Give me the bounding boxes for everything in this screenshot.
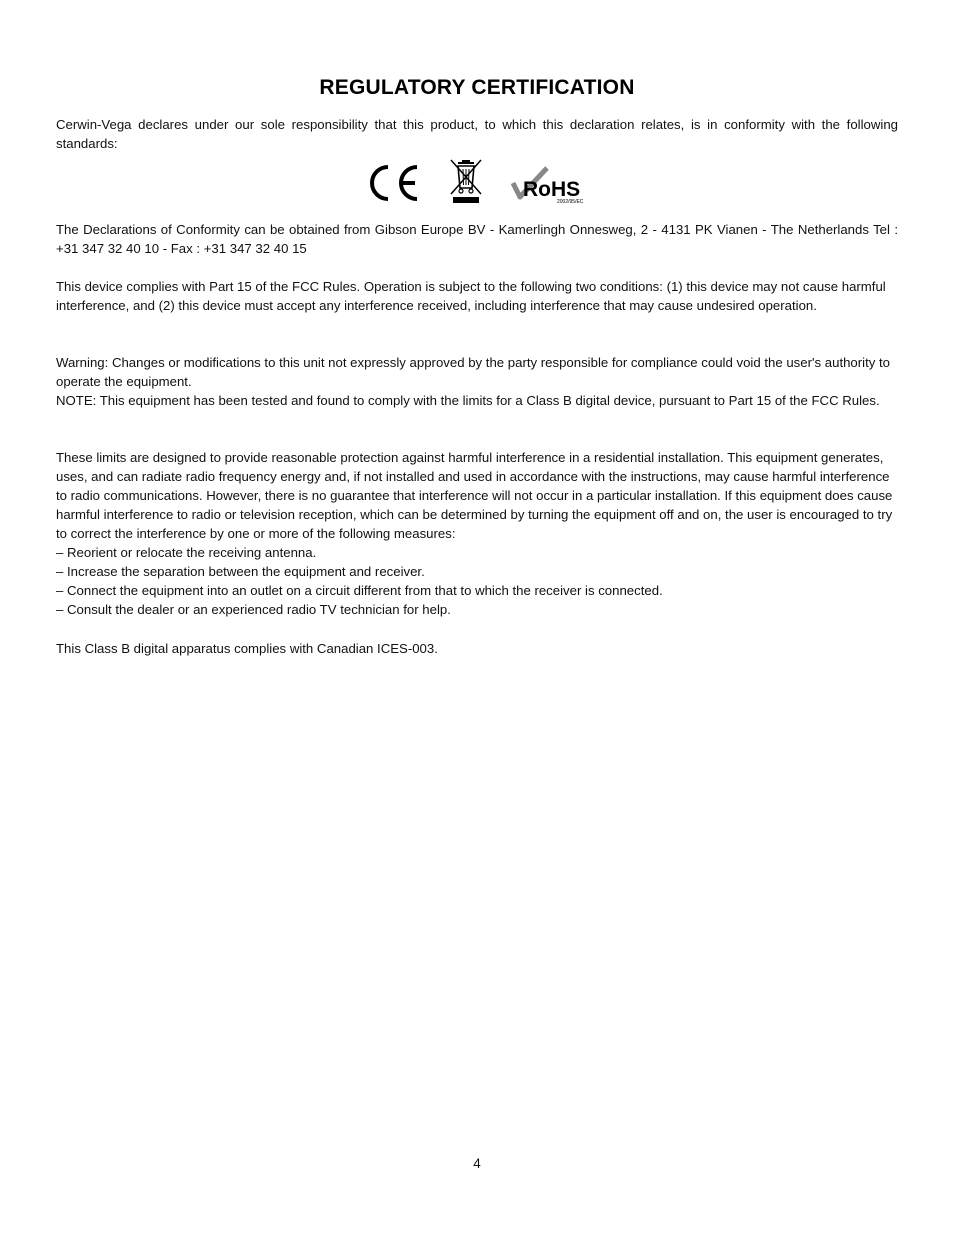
page-title: REGULATORY CERTIFICATION [319,76,635,99]
ce-mark-icon [365,162,421,204]
measure-item: – Increase the separation between the equipment and receiver. [56,564,425,579]
rohs-logo-subtext: 2002/95/EC [557,199,584,204]
declaration-paragraph: Cerwin-Vega declares under our sole responsibility that this product, to which this declaration relates, is in conformity with the following standards: [56,117,898,151]
rohs-logo-text: RoHS [523,178,581,201]
measure-item: – Consult the dealer or an experienced radio TV technician for help. [56,602,451,617]
fcc-part15-paragraph: This device complies with Part 15 of the FCC Rules. Operation is subject to the following two conditions: (1) this device may not cause harmful interference, and (2) this device must accept any interference received, including interference that may cause undesired operation. [56,279,886,313]
rohs-logo [511,166,589,204]
page-number: 4 [473,1156,481,1171]
weee-crossed-bin-icon [447,158,485,204]
limits-section [56,448,898,619]
limits-paragraph: These limits are designed to provide reasonable protection against harmful interference in a residential installation. This equipment generates, uses, and can radiate radio frequency energy and, if not installed and used in accordance with the instructions, may cause harmful interference to radio communications. However, there is no guarantee that interference will not occur in a particular installation. If this equipment does cause harmful interference to radio or television reception, which can be determined by turning the equipment off and on, the user is encouraged to try to correct the interference by one or more of the following measures: [56,450,893,541]
measure-item: – Connect the equipment into an outlet on a circuit different from that to which the receiver is connected. [56,583,663,598]
conformity-paragraph: The Declarations of Conformity can be obtained from Gibson Europe BV - Kamerlingh Onnesweg, 2 - 4131 PK Vianen - The Netherlands Tel : +31 347 32 40 10 - Fax : +31 347 32 40 15 [56,222,898,256]
note-paragraph: NOTE: This equipment has been tested and found to comply with the limits for a Class B digital device, pursuant to Part 15 of the FCC Rules. [56,393,880,408]
warning-paragraph: Warning: Changes or modifications to this unit not expressly approved by the party responsible for compliance could void the user's authority to operate the equipment. [56,355,891,389]
canada-ices-paragraph: This Class B digital apparatus complies with Canadian ICES-003. [56,641,438,656]
document-page [56,0,898,1235]
measure-item: – Reorient or relocate the receiving antenna. [56,545,317,560]
certification-logos [56,154,898,204]
